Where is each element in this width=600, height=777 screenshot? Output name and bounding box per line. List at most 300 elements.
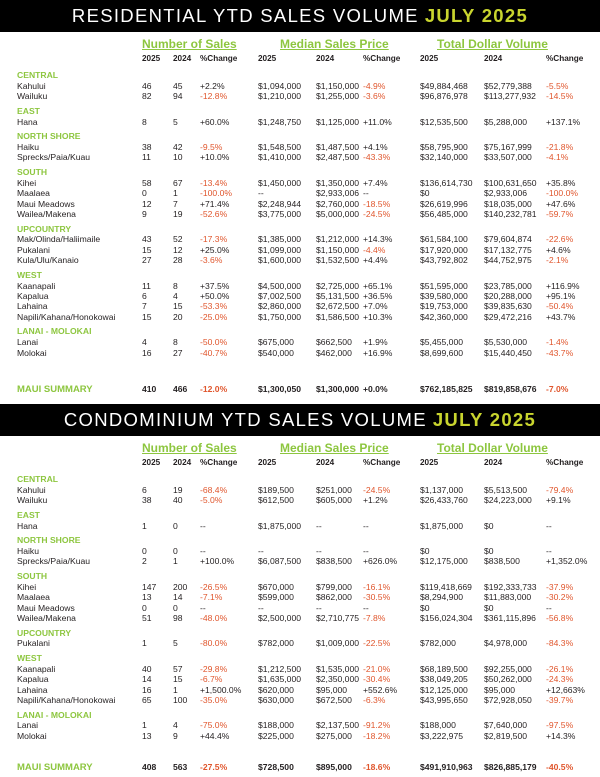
table-cell: -59.7% — [546, 209, 574, 219]
table-cell: $140,232,781 — [484, 209, 537, 219]
column-header: %Change — [546, 54, 584, 63]
table-cell: -- — [363, 546, 369, 556]
column-header: 2025 — [420, 458, 439, 467]
table-cell: +14.3% — [363, 234, 393, 245]
area-name: Kahului — [17, 80, 46, 91]
table-row — [0, 495, 600, 506]
summary-cell: 563 — [173, 762, 188, 772]
table-cell: $79,604,874 — [484, 234, 532, 245]
summary-row — [0, 762, 600, 773]
column-header: 2024 — [173, 458, 192, 467]
table-cell: $1,535,000 — [316, 663, 360, 674]
table-row — [0, 582, 600, 593]
table-cell: $2,760,000 — [316, 198, 360, 209]
table-cell: -21.8% — [546, 142, 574, 152]
group-header-dollar: Total Dollar Volume — [437, 37, 548, 51]
table-cell: $95,000 — [484, 684, 516, 695]
table-cell: +44.4% — [200, 730, 230, 741]
table-cell: -- — [363, 520, 369, 531]
table-cell: -84.3% — [546, 638, 574, 649]
table-cell: $192,333,733 — [484, 581, 537, 592]
table-cell: 12 — [142, 198, 152, 209]
table-cell: $2,860,000 — [258, 301, 302, 312]
table-cell: 14 — [173, 592, 183, 603]
table-cell: $51,595,000 — [420, 280, 468, 291]
table-cell: -18.5% — [363, 198, 391, 209]
area-name: Pukalani — [17, 244, 50, 255]
table-cell: $1,586,500 — [316, 311, 360, 322]
table-row — [0, 485, 600, 496]
table-cell: +36.5% — [363, 291, 393, 301]
table-cell: $0 — [420, 602, 430, 613]
table-cell: $15,440,450 — [484, 347, 532, 358]
table-cell: 8 — [173, 280, 178, 291]
table-cell: 200 — [173, 581, 188, 592]
summary-cell: 410 — [142, 384, 157, 394]
table-cell: 98 — [173, 613, 183, 623]
table-cell: 15 — [142, 244, 152, 255]
summary-cell: $895,000 — [316, 762, 352, 772]
table-cell: $1,350,000 — [316, 177, 360, 188]
table-cell: 19 — [173, 484, 183, 495]
table-cell: 9 — [173, 730, 178, 741]
area-name: Maui Meadows — [17, 198, 75, 209]
table-cell: 5 — [173, 116, 178, 127]
summary-cell: $728,500 — [258, 762, 294, 772]
column-header: 2025 — [142, 458, 161, 467]
table-cell: +35.8% — [546, 177, 576, 188]
table-cell: +4.4% — [363, 255, 388, 266]
table-cell: -5.0% — [200, 495, 223, 506]
table-cell: $1,099,000 — [258, 244, 302, 255]
table-cell: 6 — [142, 291, 147, 301]
table-cell: -4.4% — [363, 244, 386, 255]
table-cell: $1,150,000 — [316, 80, 360, 91]
table-cell: -29.8% — [200, 663, 228, 674]
table-cell: $8,699,600 — [420, 347, 464, 358]
table-cell: 9 — [142, 209, 147, 219]
summary-cell: $762,185,825 — [420, 384, 473, 394]
table-cell: -22.6% — [546, 234, 574, 245]
table-cell: +14.3% — [546, 730, 576, 741]
table-cell: -- — [546, 602, 552, 613]
area-name: Pukalani — [17, 638, 50, 649]
table-cell: $838,500 — [484, 556, 520, 567]
table-cell: $119,418,669 — [420, 581, 472, 592]
table-cell: +2.2% — [200, 80, 225, 91]
table-cell: $188,000 — [420, 720, 456, 731]
table-cell: -100.0% — [546, 188, 579, 199]
table-row — [0, 731, 600, 742]
table-cell: -18.2% — [363, 730, 391, 741]
table-cell: -56.8% — [546, 613, 574, 623]
region-heading: WEST — [17, 269, 42, 280]
table-cell: +95.1% — [546, 291, 576, 301]
table-cell: +1,352.0% — [546, 556, 588, 567]
area-name: Kapalua — [17, 291, 49, 301]
area-name: Lanai — [17, 720, 39, 731]
area-name: Molokai — [17, 347, 47, 358]
summary-cell: $491,910,963 — [420, 762, 473, 772]
area-name: Sprecks/Paia/Kuau — [17, 556, 91, 567]
area-name: Wailea/Makena — [17, 209, 76, 219]
table-cell: $95,000 — [316, 684, 348, 695]
table-cell: $50,262,000 — [484, 674, 532, 685]
table-cell: 5 — [173, 638, 178, 649]
table-cell: $2,672,500 — [316, 301, 360, 312]
table-cell: -13.4% — [200, 177, 228, 188]
table-cell: $33,507,000 — [484, 152, 532, 163]
table-cell: $20,288,000 — [484, 291, 532, 301]
table-cell: -26.1% — [546, 663, 574, 674]
table-cell: 11 — [142, 280, 151, 291]
column-header: 2025 — [142, 54, 161, 63]
table-cell: $1,255,000 — [316, 91, 360, 102]
table-cell: $2,500,000 — [258, 613, 302, 623]
table-cell: -26.5% — [200, 581, 228, 592]
area-name: Maalaea — [17, 592, 50, 603]
table-cell: -3.6% — [363, 91, 386, 102]
area-name: Kihei — [17, 177, 37, 188]
table-cell: +47.6% — [546, 198, 576, 209]
column-header: %Change — [200, 54, 238, 63]
table-cell: +50.0% — [200, 291, 230, 301]
region-heading: WEST — [17, 653, 42, 663]
table-cell: $782,000 — [258, 638, 294, 649]
table-cell: 4 — [173, 291, 178, 301]
table-cell: -43.3% — [363, 152, 391, 163]
table-cell: 7 — [142, 301, 147, 312]
table-cell: $8,294,900 — [420, 592, 464, 603]
table-cell: $12,125,000 — [420, 684, 468, 695]
area-name: Lahaina — [17, 301, 48, 312]
table-cell: $6,087,500 — [258, 556, 302, 567]
table-cell: $189,500 — [258, 484, 294, 495]
table-cell: $0 — [484, 546, 494, 556]
table-cell: +12,663% — [546, 684, 585, 695]
region-heading: UPCOUNTRY — [17, 627, 72, 638]
table-cell: $862,000 — [316, 592, 352, 603]
table-cell: 46 — [142, 80, 152, 91]
summary-cell: $826,885,179 — [484, 762, 537, 772]
column-header: %Change — [200, 458, 238, 467]
table-cell: 0 — [142, 188, 147, 199]
table-cell: $2,710,775 — [316, 613, 360, 623]
table-cell: -80.0% — [200, 638, 228, 649]
condominium-banner-title: CONDOMINIUM YTD SALES VOLUME — [63, 409, 427, 430]
area-name: Molokai — [17, 730, 47, 741]
table-cell: -6.3% — [363, 695, 386, 705]
table-cell: -39.7% — [546, 695, 574, 705]
table-cell: -- — [258, 188, 264, 199]
table-cell: 51 — [142, 613, 152, 623]
table-cell: $43,995,650 — [420, 695, 468, 705]
area-name: Lahaina — [17, 684, 48, 695]
table-cell: $1,212,000 — [316, 234, 360, 245]
table-cell: $56,485,000 — [420, 209, 468, 219]
table-cell: 94 — [173, 91, 183, 102]
region-heading: EAST — [17, 509, 40, 520]
table-cell: $4,978,000 — [484, 638, 528, 649]
table-cell: -3.6% — [200, 255, 223, 266]
table-cell: 1 — [173, 556, 178, 567]
region-heading: EAST — [17, 105, 40, 116]
table-row — [0, 546, 600, 557]
table-cell: $5,513,500 — [484, 484, 528, 495]
column-header: %Change — [363, 458, 401, 467]
area-name: Lanai — [17, 337, 39, 348]
table-cell: +7.0% — [363, 301, 388, 312]
table-cell: 10 — [173, 152, 183, 163]
table-cell: -30.5% — [363, 592, 391, 603]
table-cell: +137.1% — [546, 116, 581, 127]
table-cell: $1,009,000 — [316, 638, 360, 649]
table-cell: -4.9% — [363, 80, 386, 91]
table-cell: 14 — [142, 674, 152, 685]
summary-cell: $819,858,676 — [484, 384, 537, 394]
table-cell: $672,500 — [316, 695, 352, 705]
table-cell: +626.0% — [363, 556, 398, 567]
table-cell: $799,000 — [316, 581, 352, 592]
table-cell: -75.0% — [200, 720, 228, 731]
table-cell: +1,500.0% — [200, 684, 242, 695]
table-cell: 147 — [142, 581, 157, 592]
column-header: 2024 — [173, 54, 192, 63]
table-cell: -- — [546, 520, 552, 531]
table-cell: -14.5% — [546, 91, 574, 102]
table-cell: +43.7% — [546, 311, 576, 322]
table-cell: 45 — [173, 80, 183, 91]
area-name: Maalaea — [17, 188, 50, 199]
table-cell: 58 — [142, 177, 152, 188]
table-cell: 11 — [142, 152, 151, 163]
table-cell: $32,140,000 — [420, 152, 468, 163]
table-cell: $29,472,216 — [484, 311, 532, 322]
table-cell: -5.5% — [546, 80, 569, 91]
table-cell: 4 — [142, 337, 147, 348]
table-cell: $2,248,944 — [258, 198, 302, 209]
table-cell: 100 — [173, 695, 188, 705]
region-heading: CENTRAL — [17, 474, 59, 484]
table-cell: $599,000 — [258, 592, 294, 603]
table-cell: -12.8% — [200, 91, 228, 102]
table-cell: 40 — [173, 495, 183, 506]
table-cell: 13 — [142, 730, 152, 741]
table-cell: $1,125,000 — [316, 116, 360, 127]
table-cell: $1,548,500 — [258, 142, 302, 152]
table-cell: +71.4% — [200, 198, 230, 209]
table-cell: 1 — [142, 638, 147, 649]
table-cell: $1,635,000 — [258, 674, 302, 685]
table-cell: -30.4% — [363, 674, 391, 685]
table-cell: -40.7% — [200, 347, 228, 358]
region-heading: LANAI - MOLOKAI — [17, 326, 92, 337]
table-cell: 57 — [173, 663, 183, 674]
table-cell: $1,137,000 — [420, 484, 464, 495]
table-cell: -79.4% — [546, 484, 574, 495]
table-cell: $3,775,000 — [258, 209, 302, 219]
table-cell: -37.9% — [546, 581, 574, 592]
table-cell: $5,530,000 — [484, 337, 528, 348]
table-cell: 1 — [142, 720, 147, 731]
table-cell: 15 — [142, 311, 152, 322]
table-cell: 67 — [173, 177, 183, 188]
area-name: Kula/Ulu/Kanaio — [17, 255, 79, 266]
table-cell: -50.0% — [200, 337, 228, 348]
table-cell: $38,049,205 — [420, 674, 468, 685]
table-cell: $92,255,000 — [484, 663, 532, 674]
table-cell: $43,792,802 — [420, 255, 468, 266]
residential-banner-month: JULY 2025 — [424, 5, 529, 26]
residential-banner-title: RESIDENTIAL YTD SALES VOLUME — [71, 5, 419, 26]
table-cell: +65.1% — [363, 280, 393, 291]
table-cell: +10.3% — [363, 311, 393, 322]
table-cell: +1.9% — [363, 337, 388, 348]
area-name: Haiku — [17, 142, 39, 152]
table-cell: 6 — [142, 484, 147, 495]
area-name: Wailuku — [17, 495, 48, 506]
table-cell: $96,876,978 — [420, 91, 468, 102]
column-header: 2024 — [316, 54, 335, 63]
table-cell: $4,500,000 — [258, 280, 302, 291]
table-cell: -24.5% — [363, 484, 391, 495]
table-cell: $1,094,000 — [258, 80, 302, 91]
table-cell: $75,167,999 — [484, 142, 532, 152]
table-cell: -7.1% — [200, 592, 223, 603]
table-cell: 0 — [173, 520, 178, 531]
table-cell: 0 — [173, 546, 178, 556]
table-cell: +16.9% — [363, 347, 393, 358]
table-cell: -- — [316, 546, 322, 556]
table-row — [0, 638, 600, 649]
table-cell: $18,035,000 — [484, 198, 532, 209]
table-cell: $620,000 — [258, 684, 294, 695]
table-cell: $1,212,500 — [258, 663, 302, 674]
table-cell: -1.4% — [546, 337, 569, 348]
table-cell: -- — [258, 546, 264, 556]
table-cell: +4.1% — [363, 142, 388, 152]
table-cell: -2.1% — [546, 255, 569, 266]
table-cell: -- — [200, 602, 206, 613]
table-cell: +60.0% — [200, 116, 230, 127]
table-cell: -97.5% — [546, 720, 574, 731]
table-cell: 4 — [173, 720, 178, 731]
column-header: 2024 — [316, 458, 335, 467]
table-cell: $17,132,775 — [484, 244, 532, 255]
table-cell: 0 — [142, 546, 147, 556]
table-cell: $3,222,975 — [420, 730, 464, 741]
table-cell: $23,785,000 — [484, 280, 532, 291]
area-name: Kaanapali — [17, 280, 56, 291]
area-name: Napili/Kahana/Honokowai — [17, 311, 116, 322]
group-header-dollar: Total Dollar Volume — [437, 441, 548, 455]
table-cell: +100.0% — [200, 556, 235, 567]
table-cell: $2,819,500 — [484, 730, 528, 741]
table-cell: $605,000 — [316, 495, 352, 506]
summary-cell: $1,300,050 — [258, 384, 302, 394]
table-cell: $5,288,000 — [484, 116, 528, 127]
table-row — [0, 603, 600, 614]
table-cell: 27 — [173, 347, 183, 358]
table-cell: $136,614,730 — [420, 177, 473, 188]
table-cell: $1,248,750 — [258, 116, 302, 127]
table-cell: $44,752,975 — [484, 255, 532, 266]
table-cell: $39,580,000 — [420, 291, 468, 301]
table-cell: $782,000 — [420, 638, 456, 649]
table-cell: 1 — [142, 520, 147, 531]
table-cell: 38 — [142, 495, 152, 506]
table-cell: 27 — [142, 255, 152, 266]
table-cell: -16.1% — [363, 581, 391, 592]
table-row — [0, 613, 600, 624]
table-row — [0, 592, 600, 603]
table-cell: $61,584,100 — [420, 234, 468, 245]
table-cell: $72,928,050 — [484, 695, 532, 705]
summary-label: MAUI SUMMARY — [17, 762, 93, 773]
summary-cell: +0.0% — [363, 384, 388, 394]
group-header-price: Median Sales Price — [280, 441, 389, 455]
table-cell: $2,933,006 — [316, 188, 360, 199]
table-cell: +11.0% — [363, 116, 392, 127]
table-cell: 8 — [173, 337, 178, 348]
region-heading: LANAI - MOLOKAI — [17, 709, 92, 720]
table-row — [0, 685, 600, 696]
table-cell: $2,350,000 — [316, 674, 360, 685]
table-cell: 20 — [173, 311, 183, 322]
table-cell: $0 — [484, 520, 494, 531]
table-cell: 1 — [173, 188, 178, 199]
table-cell: $12,535,500 — [420, 116, 468, 127]
table-cell: -91.2% — [363, 720, 391, 731]
table-cell: -- — [363, 602, 369, 613]
summary-cell: -12.0% — [200, 384, 228, 394]
area-name: Haiku — [17, 546, 39, 556]
table-cell: $52,779,388 — [484, 80, 532, 91]
table-cell: $251,000 — [316, 484, 352, 495]
area-name: Mak/Olinda/Haliimaile — [17, 234, 101, 245]
table-cell: $11,883,000 — [484, 592, 532, 603]
region-heading: NORTH SHORE — [17, 131, 81, 142]
table-cell: +37.5% — [200, 280, 230, 291]
summary-cell: $1,300,000 — [316, 384, 360, 394]
table-cell: $2,487,500 — [316, 152, 360, 163]
summary-cell: -27.5% — [200, 762, 228, 772]
table-cell: $2,725,000 — [316, 280, 360, 291]
table-cell: $361,115,896 — [484, 613, 536, 623]
table-cell: +4.6% — [546, 244, 571, 255]
table-cell: $17,920,000 — [420, 244, 468, 255]
table-cell: $225,000 — [258, 730, 294, 741]
table-cell: $462,000 — [316, 347, 352, 358]
table-cell: 28 — [173, 255, 183, 266]
table-cell: -24.5% — [363, 209, 391, 219]
table-cell: 1 — [173, 684, 178, 695]
table-cell: -35.0% — [200, 695, 228, 705]
table-cell: $26,433,760 — [420, 495, 468, 506]
table-cell: $1,532,500 — [316, 255, 360, 266]
summary-cell: -18.6% — [363, 762, 391, 772]
table-row — [0, 674, 600, 685]
table-cell: -- — [316, 520, 322, 531]
table-cell: -48.0% — [200, 613, 228, 623]
table-cell: 0 — [142, 602, 147, 613]
group-header-sales: Number of Sales — [142, 441, 237, 455]
table-cell: -53.3% — [200, 301, 228, 312]
table-cell: $26,619,996 — [420, 198, 468, 209]
area-name: Hana — [17, 116, 38, 127]
table-cell: $156,024,304 — [420, 613, 473, 623]
summary-label: MAUI SUMMARY — [17, 384, 93, 395]
